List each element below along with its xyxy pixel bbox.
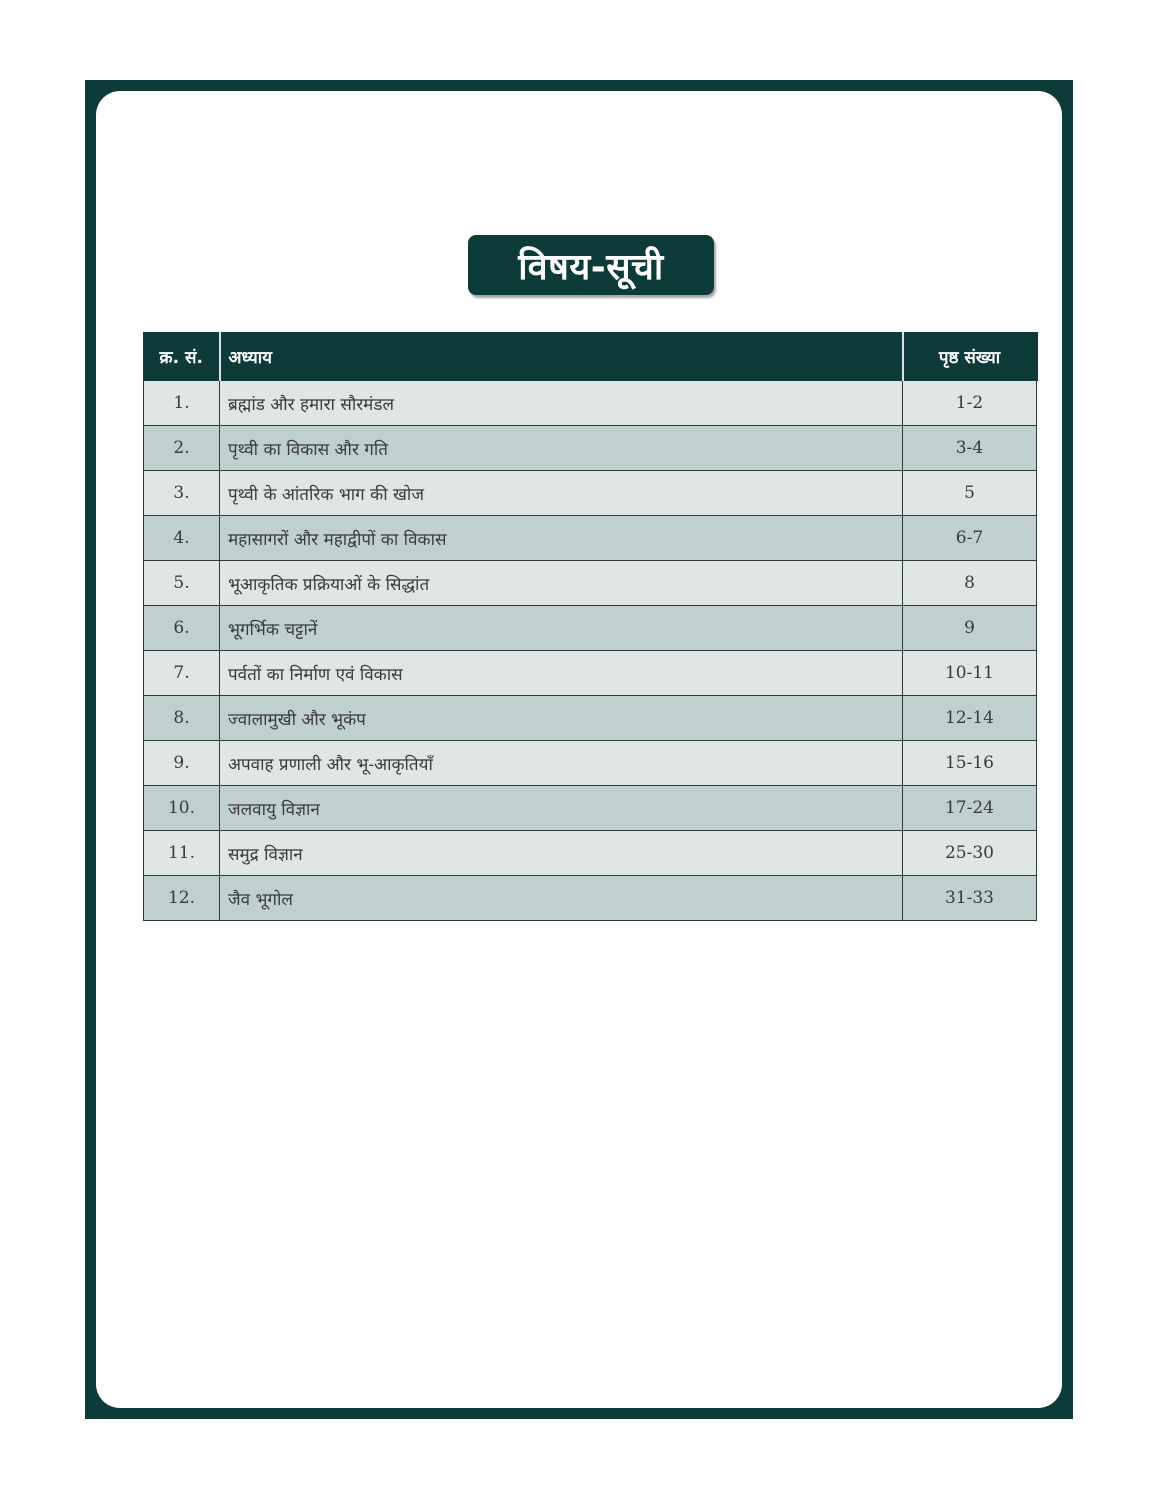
chapter-title: अपवाह प्रणाली और भू-आकृतियाँ	[220, 741, 903, 786]
table-of-contents	[143, 332, 1038, 921]
table-row	[144, 606, 1037, 651]
serial-number: 11.	[144, 831, 220, 876]
serial-number: 8.	[144, 696, 220, 741]
page-range: 6-7	[903, 516, 1037, 561]
chapter-title: ब्रह्मांड और हमारा सौरमंडल	[220, 381, 903, 426]
serial-number: 7.	[144, 651, 220, 696]
page-range: 1-2	[903, 381, 1037, 426]
table-row	[144, 651, 1037, 696]
serial-number: 12.	[144, 876, 220, 921]
serial-number: 2.	[144, 426, 220, 471]
header-serial-number: क्र. सं.	[144, 333, 220, 381]
page-range: 8	[903, 561, 1037, 606]
page-range: 3-4	[903, 426, 1037, 471]
page-range: 5	[903, 471, 1037, 516]
chapter-title: जैव भूगोल	[220, 876, 903, 921]
table-row	[144, 561, 1037, 606]
chapter-title: महासागरों और महाद्वीपों का विकास	[220, 516, 903, 561]
table-row	[144, 426, 1037, 471]
chapter-title: भूगर्भिक चट्टानें	[220, 606, 903, 651]
chapter-title: पर्वतों का निर्माण एवं विकास	[220, 651, 903, 696]
serial-number: 1.	[144, 381, 220, 426]
chapter-title: पृथ्वी का विकास और गति	[220, 426, 903, 471]
table-header-row	[144, 333, 1037, 381]
table-row	[144, 696, 1037, 741]
page-range: 17-24	[903, 786, 1037, 831]
table-row	[144, 516, 1037, 561]
serial-number: 10.	[144, 786, 220, 831]
serial-number: 6.	[144, 606, 220, 651]
page-range: 10-11	[903, 651, 1037, 696]
page-panel	[96, 91, 1062, 1408]
chapter-title: पृथ्वी के आंतरिक भाग की खोज	[220, 471, 903, 516]
table-row	[144, 831, 1037, 876]
serial-number: 9.	[144, 741, 220, 786]
chapter-title: भूआकृतिक प्रक्रियाओं के सिद्धांत	[220, 561, 903, 606]
page-border-frame	[85, 80, 1073, 1419]
chapter-title: जलवायु विज्ञान	[220, 786, 903, 831]
table-row	[144, 741, 1037, 786]
table-row	[144, 471, 1037, 516]
page-range: 12-14	[903, 696, 1037, 741]
header-page-number: पृष्ठ संख्या	[903, 333, 1037, 381]
serial-number: 4.	[144, 516, 220, 561]
page-range: 15-16	[903, 741, 1037, 786]
table-row	[144, 876, 1037, 921]
table-row	[144, 786, 1037, 831]
serial-number: 3.	[144, 471, 220, 516]
chapter-title: समुद्र विज्ञान	[220, 831, 903, 876]
page-range: 9	[903, 606, 1037, 651]
serial-number: 5.	[144, 561, 220, 606]
chapter-title: ज्वालामुखी और भूकंप	[220, 696, 903, 741]
page-range: 25-30	[903, 831, 1037, 876]
table-row	[144, 381, 1037, 426]
header-chapter: अध्याय	[220, 333, 903, 381]
page-range: 31-33	[903, 876, 1037, 921]
page-title: विषय-सूची	[468, 235, 714, 295]
